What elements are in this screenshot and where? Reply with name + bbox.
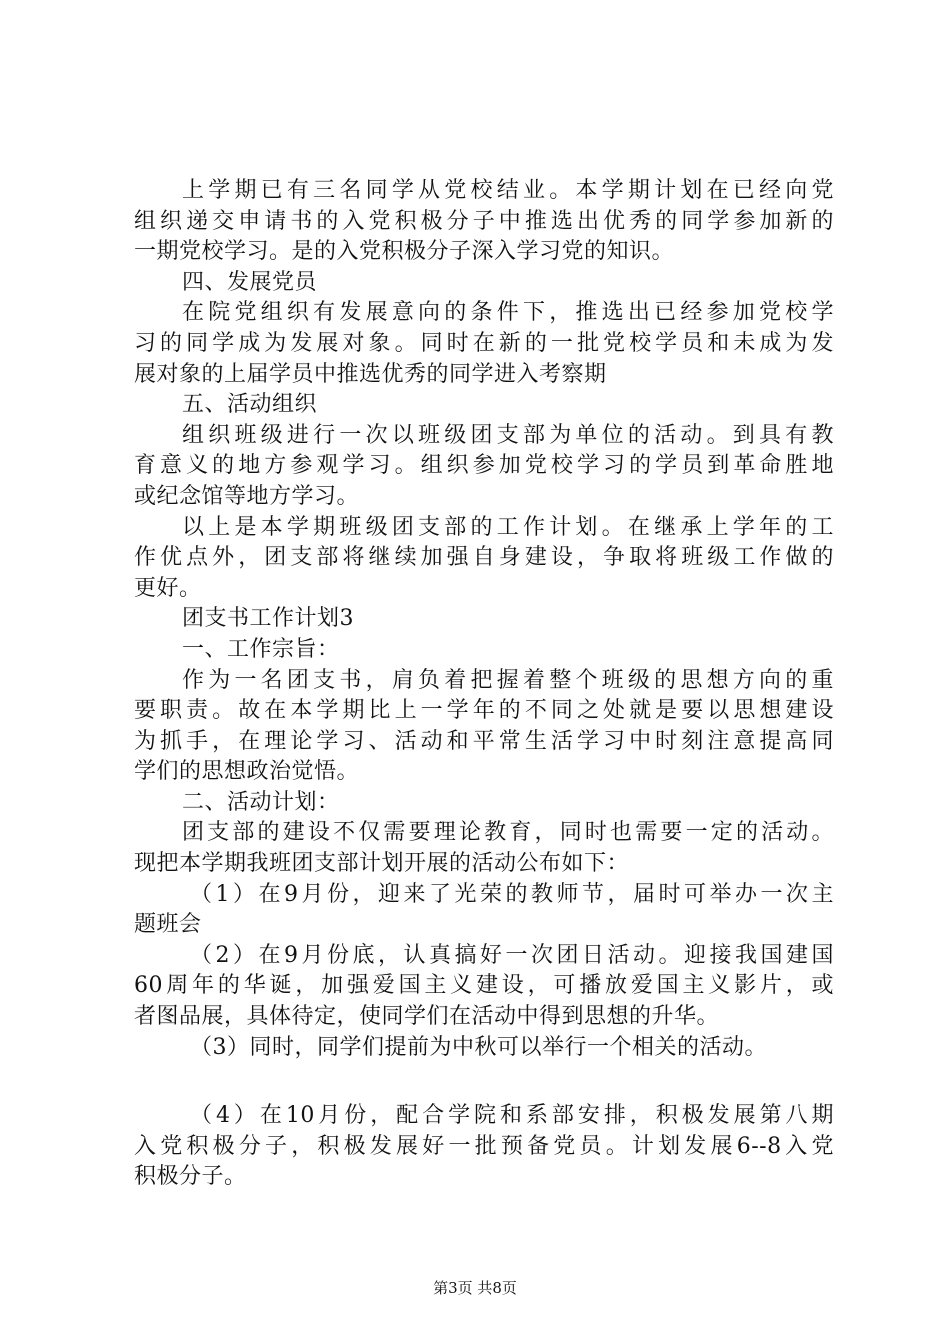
section-heading: 五、活动组织 [182, 392, 318, 418]
list-item-line: （3）同时，同学们提前为中秋可以举行一个相关的活动。 [190, 1034, 767, 1060]
blank-line [134, 1063, 834, 1101]
plan-title: 团支书工作计划3 [182, 606, 354, 632]
paragraph-line: 作为一名团支书，肩负着把握着整个班级的思想方向的重 [182, 667, 834, 693]
paragraph-line: 现把本学期我班团支部计划开展的活动公布如下： [134, 851, 630, 877]
paragraph-line: 团支部的建设不仅需要理论教育，同时也需要一定的活动。 [182, 820, 834, 846]
paragraph-line: 展对象的上届学员中推选优秀的同学进入考察期 [134, 361, 607, 387]
document-body [134, 176, 834, 1193]
paragraph-line: 组织班级进行一次以班级团支部为单位的活动。到具有教 [182, 422, 834, 448]
paragraph-line: 以上是本学期班级团支部的工作计划。在继承上学年的工 [182, 514, 834, 540]
paragraph-line: 学们的思想政治觉悟。 [134, 759, 360, 785]
paragraph-line: 要职责。故在本学期比上一学年的不同之处就是要以思想建设 [134, 698, 834, 724]
section-heading: 一、工作宗旨： [182, 636, 340, 662]
section-heading: 四、发展党员 [182, 269, 318, 295]
list-item-line: （1）在9月份，迎来了光荣的教师节，届时可举办一次主 [190, 881, 834, 907]
page-footer: 第3页 共8页 [433, 1279, 517, 1297]
paragraph-line: 一期党校学习。是的入党积极分子深入学习党的知识。 [134, 239, 675, 265]
paragraph-line: 作优点外，团支部将继续加强自身建设，争取将班级工作做的 [134, 545, 834, 571]
list-item-line: 题班会 [134, 912, 202, 938]
paragraph-line: 组织递交申请书的入党积极分子中推选出优秀的同学参加新的 [134, 208, 834, 234]
list-item-line: 入党积极分子，积极发展好一批预备党员。计划发展6--8入党 [134, 1133, 834, 1159]
list-item-line: （2）在9月份底，认真搞好一次团日活动。迎接我国建国 [190, 942, 834, 968]
paragraph-line: 育意义的地方参观学习。组织参加党校学习的学员到革命胜地 [134, 453, 834, 479]
paragraph-line: 习的同学成为发展对象。同时在新的一批党校学员和未成为发 [134, 330, 834, 356]
list-item-line: （4）在10月份，配合学院和系部安排，积极发展第八期 [190, 1103, 834, 1129]
list-item-line: 者图品展，具体待定，使同学们在活动中得到思想的升华。 [134, 1004, 720, 1030]
paragraph-line: 更好。 [134, 575, 202, 601]
paragraph-line: 或纪念馆等地方学习。 [134, 483, 360, 509]
paragraph-line: 为抓手，在理论学习、活动和平常生活学习中时刻注意提高同 [134, 728, 834, 754]
list-item-line: 积极分子。 [134, 1164, 247, 1190]
section-heading: 二、活动计划： [182, 789, 340, 815]
paragraph-line: 上学期已有三名同学从党校结业。本学期计划在已经向党 [182, 178, 834, 203]
list-item-line: 60周年的华诞，加强爱国主义建设，可播放爱国主义影片，或 [134, 973, 834, 999]
paragraph-line: 在院党组织有发展意向的条件下，推选出已经参加党校学 [182, 300, 834, 326]
